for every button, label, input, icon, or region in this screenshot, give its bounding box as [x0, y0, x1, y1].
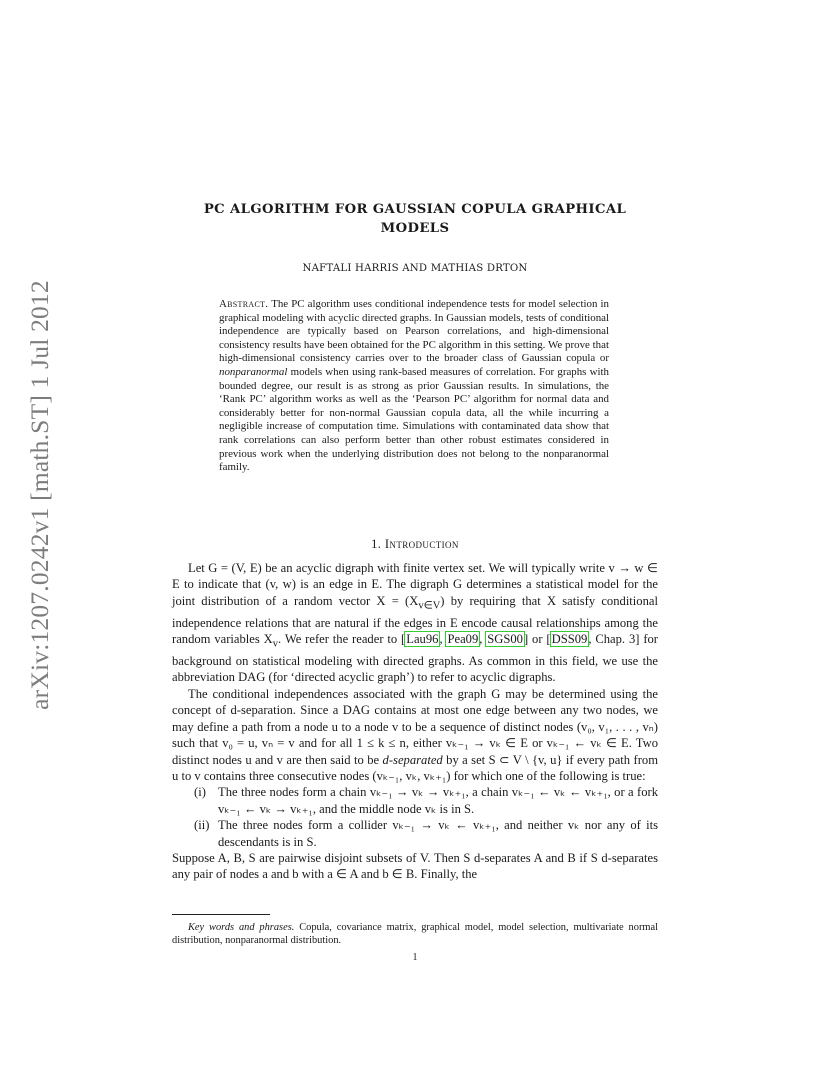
body-text [172, 560, 658, 883]
footnote-label: Key words and phrases. [188, 922, 295, 933]
para1-sep-1: , [439, 632, 447, 647]
list-item-text: The three nodes form a collider vₖ₋₁ → vₖ ← vₖ₊₁, and neither vₖ nor any of its descendants is in S. [218, 818, 658, 849]
list-item [194, 784, 658, 817]
arxiv-identifier: arXiv:1207.0242v1 [math.ST] 1 Jul 2012 [25, 280, 54, 710]
para2-emphasis: d-separated [382, 752, 443, 767]
paragraph-1 [172, 560, 658, 686]
footnote-text: Copula, covariance matrix, graphical model, model selection, multivariate normal distribution, nonparanormal distribution. [172, 922, 658, 947]
title-line-2: MODELS [380, 221, 450, 236]
citation-dss09[interactable]: DSS09 [551, 632, 588, 647]
title-line-1: PC ALGORITHM FOR GAUSSIAN COPULA GRAPHICAL [203, 202, 627, 217]
paper-title [172, 200, 658, 238]
section-heading-introduction: 1. Introduction [371, 537, 459, 551]
abstract-emphasis: nonparanormal [219, 365, 288, 378]
list-item-number: (ii) [194, 818, 210, 833]
para1-sep-2: , [479, 632, 487, 647]
list-item-number: (i) [194, 785, 206, 800]
para1-text-4: ] or [ [523, 632, 551, 647]
para1-text-5: , Chap. 3] for background on statistical modeling with directed graphs. As common in this field, we use the abbreviation DAG (for ‘directed acyclic graph’) to refer to acyclic digraphs. [172, 632, 659, 685]
abstract-label: Abstract. [219, 298, 269, 310]
para1-subscript-2: v [272, 638, 279, 650]
citation-pea09[interactable]: Pea09 [447, 632, 479, 647]
authors: NAFTALI HARRIS AND MATHIAS DRTON [302, 263, 528, 274]
citation-sgs00[interactable]: SGS00 [487, 632, 523, 647]
para1-text-3: . We refer the reader to [ [278, 632, 406, 647]
abstract-text-2: models when using rank-based measures of correlation. For graphs with bounded degree, our result is as strong as prior Gaussian results. In simulations, the ‘Rank PC’ algorithm works as well as the ‘Pearson PC’ algorithm for normal data and considerably better for non-normal Gaussian copula data, all the while incurring a negligible increase of computation time. Simulations with contaminated data show that rank correlations can also perform better than other robust estimates considered in previous work when the underlying distribution does not belong to the nonparanormal family. [219, 365, 609, 474]
para2-text-1: The conditional independences associated with the graph G may be determined using the concept of d-separation. Since a DAG contains at most one edge between any two nodes, we may define a path from a node u to a node v to be a sequence of distinct nodes (v₀, v₁, . . . , vₙ) such that v₀ = u, vₙ = v and for all 1 ≤ k ≤ n, either vₖ₋₁ → vₖ ∈ E or vₖ₋₁ ← vₖ ∈ E. Two distinct nodes u and v are then said to be [172, 686, 658, 767]
para1-subscript-1: v∈V [418, 600, 441, 612]
list-item-text: The three nodes form a chain vₖ₋₁ → vₖ → vₖ₊₁, a chain vₖ₋₁ ← vₖ ← vₖ₊₁, or a fork vₖ₋₁ ← vₖ → vₖ₊₁, and the middle node vₖ is in S. [218, 785, 658, 816]
abstract-text-1: The PC algorithm uses conditional independence tests for model selection in graphical modeling with acyclic directed graphs. In Gaussian models, tests of conditional independence are typically based on Pearson correlations, and high-dimensional consistency results have been obtained for the PC algorithm in this setting. We prove that high-dimensional consistency carries over to the broader class of Gaussian copula or [219, 298, 609, 365]
para1-text-1: Let G = (V, E) be an acyclic digraph with finite vertex set. We will typically write v → w ∈ E to indicate that (v, w) is an edge in E. The digraph G determines a statistical model for the joint distribution of a random vector X = (X [172, 561, 658, 608]
para1-text-2: ) by requiring that X satisfy conditional independence relations that are natural if the edges in E encode causal relationships among the random variables X [172, 593, 658, 647]
arxiv-side-stamp [20, 280, 60, 710]
d-separation-conditions-list [172, 784, 658, 850]
abstract [219, 298, 609, 475]
page-number: 1 [412, 952, 418, 963]
citation-lau96[interactable]: Lau96 [406, 632, 439, 647]
list-item [194, 817, 658, 850]
footnote [172, 921, 658, 948]
paragraph-2 [172, 686, 658, 784]
para2-text-2: by a set S ⊂ V \ {v, u} if every path from u to v contains three consecutive nodes (vₖ₋₁, vₖ, vₖ₊₁) for which one of the following is true: [172, 752, 658, 783]
footnote-rule [172, 914, 270, 915]
paragraph-3: Suppose A, B, S are pairwise disjoint subsets of V. Then S d-separates A and B if S d-separates any pair of nodes a and b with a ∈ A and b ∈ B. Finally, the [172, 850, 658, 882]
